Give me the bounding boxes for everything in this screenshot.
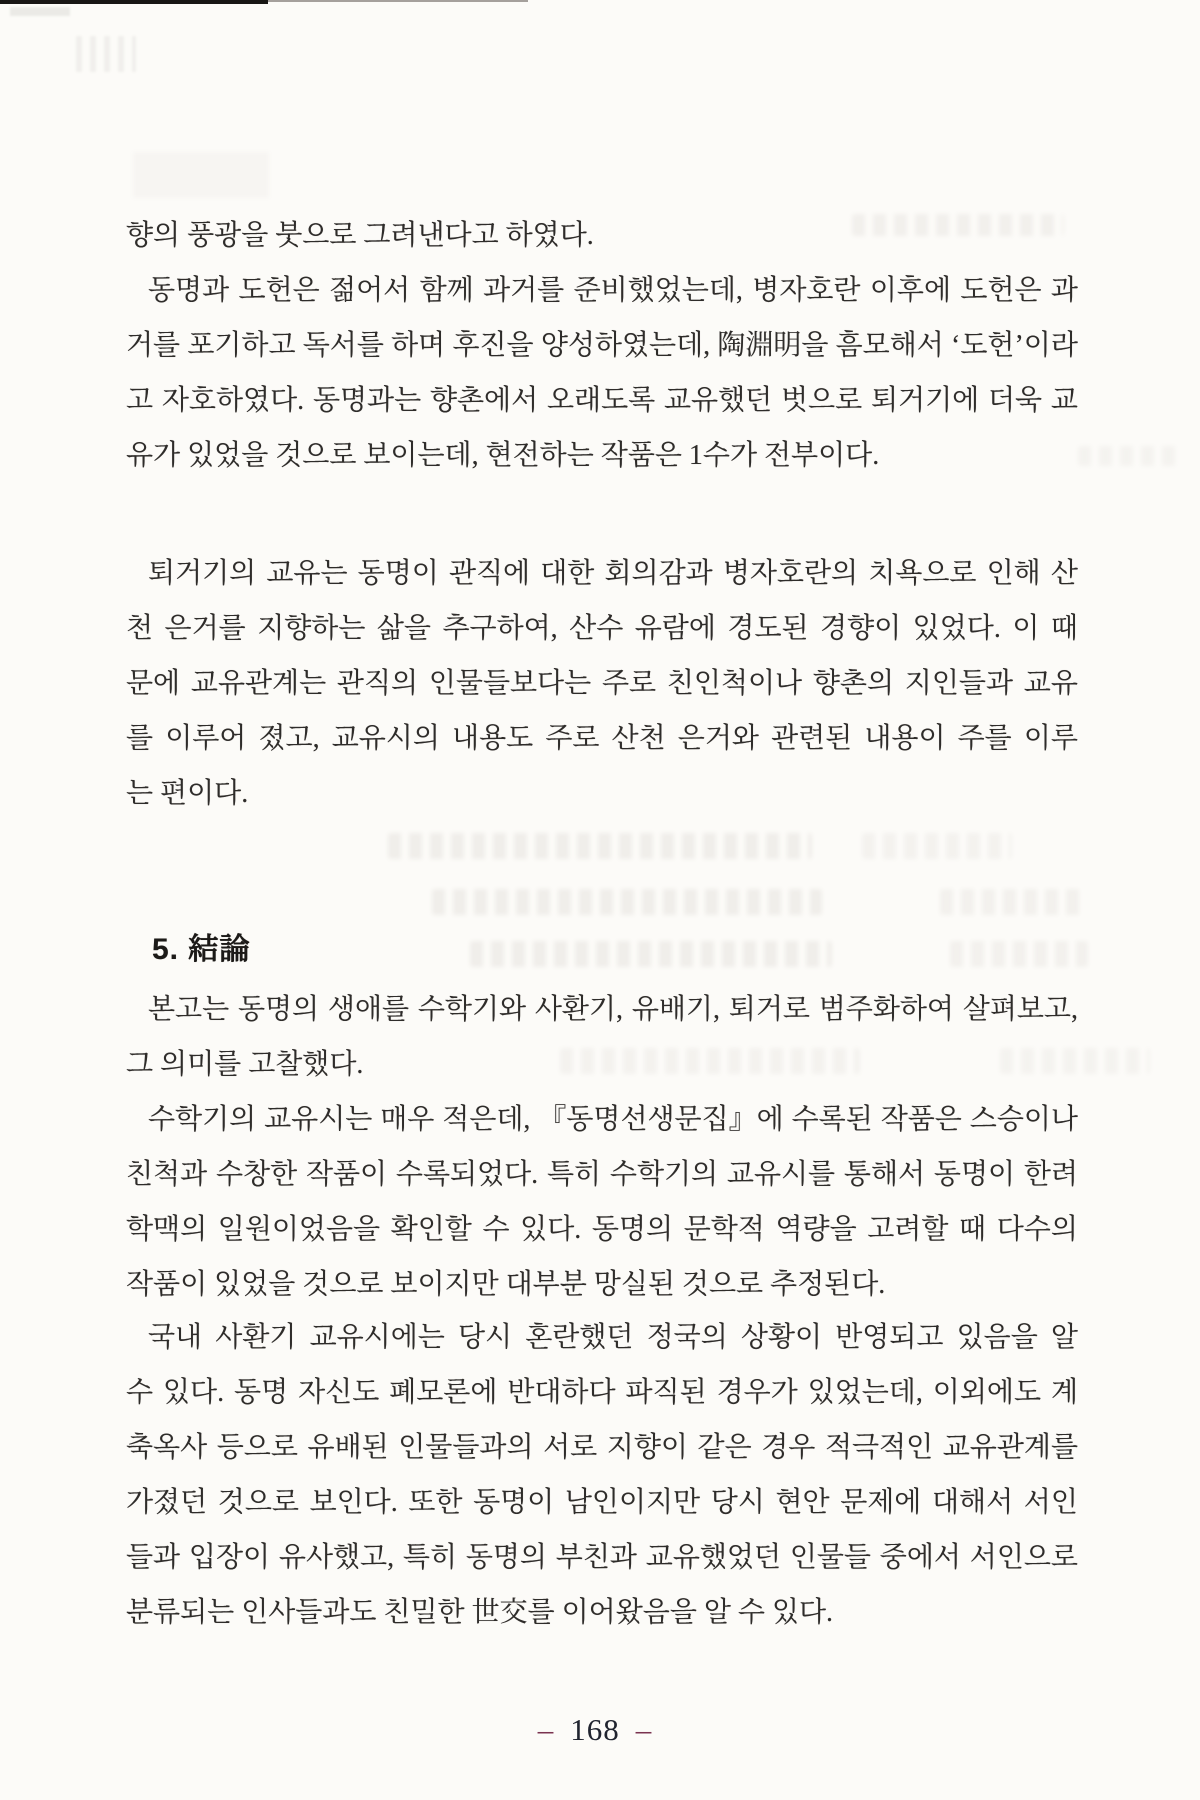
text-line: 를 이루어 졌고, 교유시의 내용도 주로 산천 은거와 관련된 내용이 주를 이루 [126, 723, 1078, 754]
bleed-through-artifact [1078, 446, 1178, 466]
paragraph-5 [126, 1310, 1078, 1640]
text-line: 수학기의 교유시는 매우 적은데, 『동명선생문집』에 수록된 작품은 스승이나 [148, 1104, 1078, 1135]
text-line: 문에 교유관계는 관직의 인물들보다는 주로 친인척이나 향촌의 지인들과 교유 [126, 668, 1078, 699]
scan-artifact-smudge [10, 7, 70, 16]
text-line: 퇴거기의 교유는 동명이 관직에 대한 회의감과 병자호란의 치욕으로 인해 산 [148, 558, 1078, 589]
text-column [126, 0, 1078, 1800]
paragraph-3 [126, 982, 1078, 1092]
text-line: 국내 사환기 교유시에는 당시 혼란했던 정국의 상황이 반영되고 있음을 알 [148, 1322, 1078, 1353]
text-line: 들과 입장이 유사했고, 특히 동명의 부친과 교유했었던 인물들 중에서 서인으로 [126, 1542, 1078, 1573]
text-line: 작품이 있었을 것으로 보이지만 대부분 망실된 것으로 추정된다. [126, 1269, 886, 1300]
page-number [0, 1708, 1190, 1752]
text-line: 가졌던 것으로 보인다. 또한 동명이 남인이지만 당시 현안 문제에 대해서 서인 [126, 1487, 1078, 1518]
paragraph-2 [126, 546, 1078, 821]
text-line: 학맥의 일원이었음을 확인할 수 있다. 동명의 문학적 역량을 고려할 때 다수의 [126, 1214, 1078, 1245]
text-line: 그 의미를 고찰했다. [126, 1049, 364, 1080]
text-line: 동명과 도헌은 젊어서 함께 과거를 준비했었는데, 병자호란 이후에 도헌은 과 [148, 275, 1078, 306]
text-line: 는 편이다. [126, 778, 249, 809]
text-line: 축옥사 등으로 유배된 인물들과의 서로 지향이 같은 경우 적극적인 교유관계를 [126, 1432, 1078, 1463]
text-line: 고 자호하였다. 동명과는 향촌에서 오래도록 교유했던 벗으로 퇴거기에 더욱 교 [126, 385, 1078, 416]
text-line: 분류되는 인사들과도 친밀한 世交를 이어왔음을 알 수 있다. [126, 1597, 834, 1628]
page-number-dash: – [635, 1712, 653, 1747]
paragraph-4 [126, 1092, 1078, 1312]
section-heading-conclusion: 5. 結論 [152, 933, 251, 966]
text-line: 유가 있었을 것으로 보이는데, 현전하는 작품은 1수가 전부이다. [126, 440, 880, 471]
page-number-value: 168 [570, 1712, 620, 1747]
paragraph-1 [126, 208, 1078, 483]
page-number-dash: – [537, 1712, 555, 1747]
text-line: 거를 포기하고 독서를 하며 후진을 양성하였는데, 陶淵明을 흠모해서 ‘도헌’이라 [126, 330, 1078, 361]
text-line: 친척과 수창한 작품이 수록되었다. 특히 수학기의 교유시를 통해서 동명이 한려 [126, 1159, 1078, 1190]
text-line: 본고는 동명의 생애를 수학기와 사환기, 유배기, 퇴거로 범주화하여 살펴보고, [148, 994, 1078, 1025]
text-line: 천 은거를 지향하는 삶을 추구하여, 산수 유람에 경도된 경향이 있었다. 이 때 [126, 613, 1078, 644]
text-line: 향의 풍광을 붓으로 그려낸다고 하였다. [126, 220, 594, 251]
text-line: 수 있다. 동명 자신도 폐모론에 반대하다 파직된 경우가 있었는데, 이외에도 계 [126, 1377, 1078, 1408]
